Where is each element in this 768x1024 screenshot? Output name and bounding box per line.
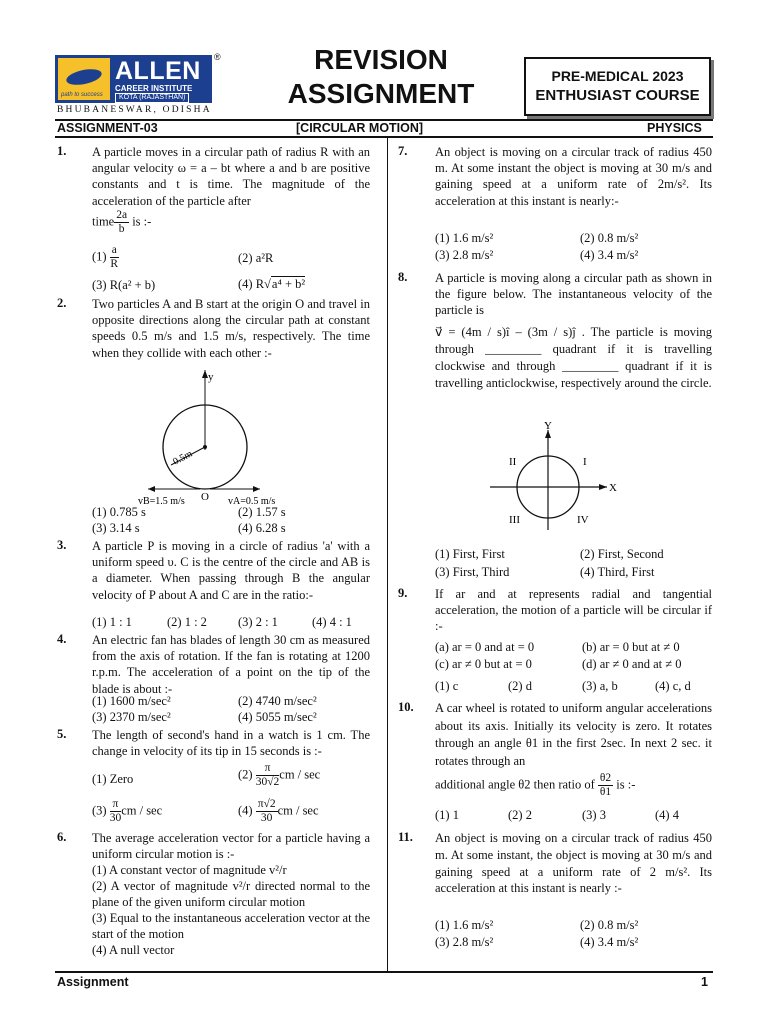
option-3[interactable]: (3) First, Third [435, 565, 510, 579]
question-text-cont: v⃗ = (4m / s)î – (3m / s)ĵ . The particle is moving through _________ quadrant if it is travelling clockwise and through _________ quadrant if it is travelling anticlockwise, respectively around the circle. [435, 325, 712, 390]
x-axis-label: X [609, 482, 617, 494]
question-number: 11. [398, 830, 413, 844]
question-text: An object is moving on a circular track of radius 450 m. At some instant, the object is moving at 30 m/s and gaining speed at a uniform rate of 2 m/s². Its acceleration at this instant is nearly :- [435, 831, 712, 896]
option-4[interactable]: (4) 3.4 m/s² [580, 935, 639, 949]
logo-tagline: path to success [61, 92, 103, 98]
option-4[interactable]: (4) $\frac{\pi√2}{30}$ cm / sec [238, 798, 319, 824]
question-text: A car wheel is rotated to uniform angular accelerations about its axis. Initially its velocity is zero. It rotates through an angle θ1 in the first 2sec. In next 2 sec. it rotates through an [435, 701, 712, 768]
course-line2: ENTHUSIAST COURSE [535, 87, 700, 104]
course-line1: PRE-MEDICAL 2023 [551, 68, 684, 84]
footer-rule [55, 971, 713, 973]
option-1[interactable]: (1) c [435, 679, 459, 693]
option-1[interactable]: (1) 1.6 m/s² [435, 918, 494, 932]
registered-mark: ® [214, 52, 221, 62]
question-text: An object is moving on a circular track of radius 450 m. At some instant the object is moving at 30 m/s and gaining speed at a uniform rate of 2m/s². Its acceleration at this instant is nearly:- [435, 145, 712, 208]
question-number: 10. [398, 700, 414, 714]
option-4[interactable]: (4) 6.28 s [238, 521, 286, 535]
question-text: A particle P is moving in a circle of radius 'a' with a uniform speed υ. C is the centre of the circle and AB is a diameter. When passing through B the angular velocity of P about A and C are in the ratio:- [92, 539, 370, 602]
question-number: 2. [57, 296, 67, 310]
vb-label: vB=1.5 m/s [138, 496, 185, 507]
page-number: 1 [701, 975, 708, 989]
option-4[interactable]: (4) A null vector [92, 943, 175, 957]
y-axis-label: Y [544, 420, 552, 432]
header-rule-bottom [55, 136, 713, 138]
radius-label: 0.5m [171, 448, 195, 468]
question-text: A particle moves in a circular path of radius R with an angular velocity ω = a – bt where a and b are positive constants and t is time. The magnitude of the acceleration of the particle after [92, 145, 370, 208]
option-2[interactable]: (2) 1.57 s [238, 505, 286, 519]
option-3[interactable]: (3) a, b [582, 679, 618, 693]
option-1[interactable]: (1) Zero [92, 772, 134, 786]
course-box [524, 57, 711, 116]
option-3[interactable]: (3) 2.8 m/s² [435, 248, 494, 262]
option-3[interactable]: (3) 3 [582, 808, 606, 822]
city-label: BHUBANESWAR, ODISHA [57, 105, 212, 115]
option-1[interactable]: (1) 1 : 1 [92, 615, 132, 629]
option-2[interactable]: (2) 2 [508, 808, 532, 822]
logo-emblem [58, 58, 110, 100]
quadrant-1-label: I [583, 456, 587, 468]
option-1[interactable]: (1) A constant vector of magnitude v²/r [92, 863, 287, 877]
circle-figure [130, 370, 300, 510]
option-2[interactable]: (2) d [508, 679, 532, 693]
statement-a: (a) ar = 0 and at = 0 [435, 640, 535, 654]
option-4[interactable]: (4) 5055 m/sec² [238, 710, 317, 724]
option-4[interactable]: (4) 3.4 m/s² [580, 248, 639, 262]
option-2[interactable]: (2) A vector of magnitude v²/r directed normal to the plane of the given uniform circular motion [92, 879, 370, 910]
option-4[interactable]: (4) 4 : 1 [312, 615, 352, 629]
option-3[interactable]: (3) 2370 m/sec² [92, 710, 171, 724]
option-3[interactable]: (3) Equal to the instantaneous acceleration vector at the start of the motion [92, 911, 370, 942]
question-number: 5. [57, 727, 67, 741]
option-1[interactable]: (1) $\frac{a}{R}$ [92, 244, 119, 270]
option-4[interactable]: (4) 4 [655, 808, 679, 822]
footer-label: Assignment [57, 975, 129, 989]
logo-brand: ALLEN [115, 57, 201, 85]
option-1[interactable]: (1) First, First [435, 547, 505, 561]
page-title-line1: REVISION [314, 44, 448, 75]
quadrant-3-label: III [509, 514, 520, 526]
option-3[interactable]: (3) $\frac{\pi}{30}$ cm / sec [92, 798, 163, 824]
allen-logo [55, 55, 212, 103]
question-number: 1. [57, 144, 67, 158]
option-1[interactable]: (1) 0.785 s [92, 505, 146, 519]
statement-c: (c) ar ≠ 0 but at = 0 [435, 657, 532, 671]
option-4[interactable]: (4) Third, First [580, 565, 655, 579]
topic-label: [CIRCULAR MOTION] [296, 121, 424, 135]
option-2[interactable]: (2) 1 : 2 [167, 615, 207, 629]
option-1[interactable]: (1) 1.6 m/s² [435, 231, 494, 245]
subject-label: PHYSICS [647, 121, 702, 135]
question-number: 3. [57, 538, 67, 552]
question-number: 8. [398, 270, 408, 284]
quadrant-4-label: IV [577, 514, 589, 526]
question-text: The average acceleration vector for a particle having a uniform circular motion is :- [92, 831, 370, 862]
option-4[interactable]: (4) R√a⁴ + b² [238, 277, 306, 291]
option-4[interactable]: (4) c, d [655, 679, 691, 693]
quadrant-2-label: II [509, 456, 517, 468]
logo-institute: CAREER INSTITUTE [115, 84, 193, 93]
option-3[interactable]: (3) 2 : 1 [238, 615, 278, 629]
option-2[interactable]: (2) a²R [238, 251, 274, 265]
assignment-number: ASSIGNMENT-03 [57, 121, 158, 135]
question-text: Two particles A and B start at the origin O and travel in opposite directions along the circular path at constant speeds 0.5 m/s and 1.5 m/s, respectively. The time when they collide with each other :- [92, 297, 370, 360]
question-number: 7. [398, 144, 408, 158]
option-1[interactable]: (1) 1600 m/sec² [92, 694, 171, 708]
origin-label: O [201, 491, 209, 503]
question-number: 4. [57, 632, 67, 646]
option-3[interactable]: (3) 2.8 m/s² [435, 935, 494, 949]
quadrant-figure [485, 418, 625, 536]
question-number: 6. [57, 830, 67, 844]
statement-d: (d) ar ≠ 0 and at ≠ 0 [582, 657, 682, 671]
option-2[interactable]: (2) 0.8 m/s² [580, 918, 639, 932]
question-text: An electric fan has blades of length 30 cm as measured from the axis of rotation. If the fan is rotating at 1200 r.p.m. The acceleration of a point on the tip of the blade is about :- [92, 633, 370, 696]
y-axis-label: y [208, 371, 214, 383]
option-2[interactable]: (2) 0.8 m/s² [580, 231, 639, 245]
column-divider [387, 137, 388, 972]
question-text-cont: additional angle θ2 then ratio of $\frac{\theta 2}{\theta 1}$ is :- [435, 772, 636, 798]
question-number: 9. [398, 586, 408, 600]
question-text: If ar and at represents radial and tangential acceleration, the motion of a particle will be circular if :- [435, 587, 712, 634]
question-time-expr: time $\frac{2a}{b}$ is :- [92, 209, 152, 235]
va-label: vA=0.5 m/s [228, 496, 276, 507]
question-text: The length of second's hand in a watch is 1 cm. The change in velocity of its tip in 15 seconds is :- [92, 728, 370, 759]
option-2[interactable]: (2) $\frac{\pi}{30√2}$ cm / sec [238, 762, 321, 788]
option-2[interactable]: (2) 4740 m/sec² [238, 694, 317, 708]
option-3[interactable]: (3) R(a² + b) [92, 278, 156, 292]
statement-b: (b) ar = 0 but at ≠ 0 [582, 640, 680, 654]
option-1[interactable]: (1) 1 [435, 808, 459, 822]
option-3[interactable]: (3) 3.14 s [92, 521, 140, 535]
page-title-line2: ASSIGNMENT [287, 78, 475, 109]
question-text: A particle is moving along a circular path as shown in the figure below. The instantaneous velocity of the particle is [435, 271, 712, 318]
logo-location: KOTA (RAJASTHAN) [115, 93, 189, 103]
option-2[interactable]: (2) First, Second [580, 547, 664, 561]
